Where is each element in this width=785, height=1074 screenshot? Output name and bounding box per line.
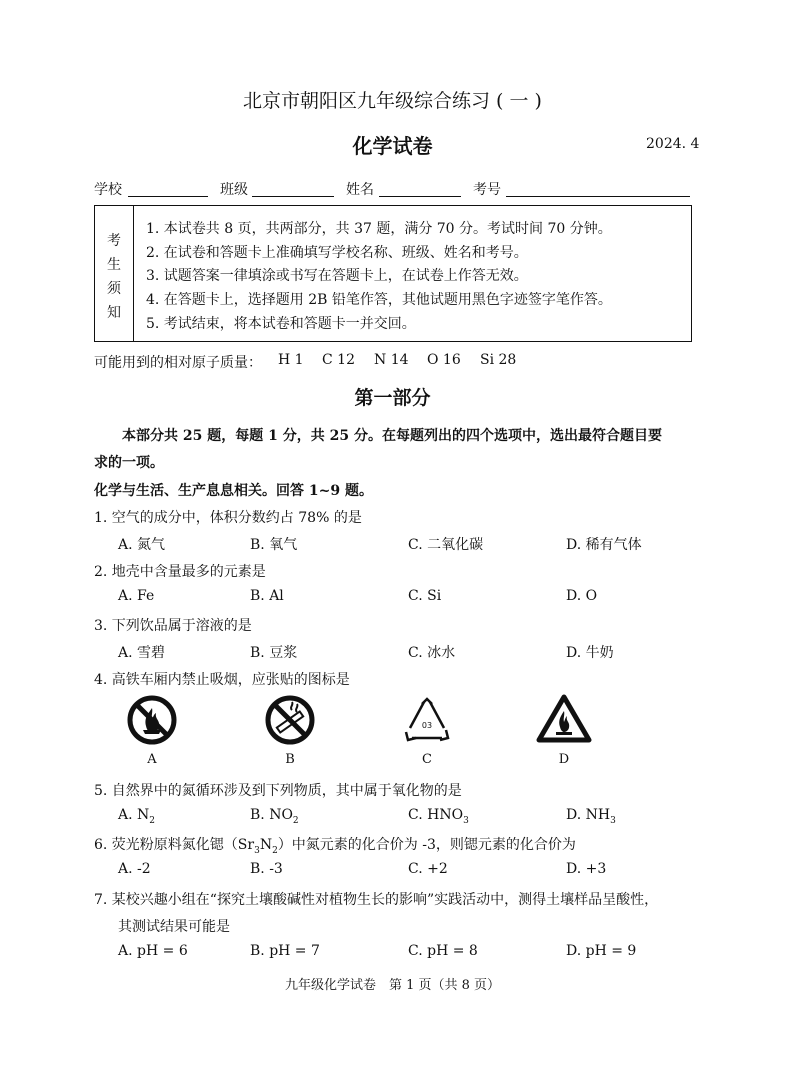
option-a[interactable]: A. 氮气 bbox=[118, 537, 166, 553]
exam-number-field[interactable] bbox=[506, 196, 690, 197]
question-stem: 5. 自然界中的氮循环涉及到下列物质，其中属于氧化物的是 bbox=[94, 783, 462, 799]
option-b[interactable]: B. 豆浆 bbox=[250, 645, 298, 661]
formula-subscript: 3 bbox=[254, 845, 260, 856]
stem-text: N bbox=[259, 837, 273, 853]
class-label: 班级 bbox=[220, 182, 248, 198]
formula-text: A. N bbox=[118, 807, 150, 823]
heading-char: 考 bbox=[107, 233, 121, 249]
section-heading: 第一部分 bbox=[354, 387, 431, 409]
section-intro-continued: 求的一项。 bbox=[94, 455, 164, 471]
atomic-mass-item: N 14 bbox=[374, 352, 409, 368]
exam-title: 北京市朝阳区九年级综合练习 ( 一 ) bbox=[243, 90, 542, 112]
sign-label-d: D bbox=[558, 752, 570, 767]
instructions-heading bbox=[95, 206, 134, 341]
option-a[interactable]: A. Fe bbox=[118, 588, 155, 604]
stem-text: ）中氮元素的化合价为 -3，则锶元素的化合价为 bbox=[277, 837, 576, 853]
instruction-line: 1. 本试卷共 8 页，共两部分，共 37 题，满分 70 分。考试时间 70 分钟。 bbox=[146, 221, 612, 237]
formula-subscript: 3 bbox=[463, 815, 469, 826]
formula-text: D. NH bbox=[566, 807, 611, 823]
formula-subscript: 2 bbox=[149, 815, 155, 826]
option-c[interactable]: C. 冰水 bbox=[408, 645, 456, 661]
option-b[interactable]: B. 氧气 bbox=[250, 537, 298, 553]
formula-text: B. NO bbox=[250, 807, 293, 823]
option-d[interactable] bbox=[566, 807, 616, 826]
option-d[interactable]: D. O bbox=[566, 588, 598, 604]
question-stem-continued: 其测试结果可能是 bbox=[118, 919, 230, 935]
question-stem: 2. 地壳中含量最多的元素是 bbox=[94, 564, 266, 580]
no-smoking-icon[interactable] bbox=[264, 694, 316, 746]
name-label: 姓名 bbox=[346, 182, 374, 198]
atomic-mass-item: Si 28 bbox=[480, 352, 517, 368]
instruction-line: 5. 考试结束，将本试卷和答题卡一并交回。 bbox=[146, 316, 416, 332]
sign-label-b: B bbox=[285, 752, 295, 767]
option-c[interactable] bbox=[408, 807, 469, 826]
flammable-warning-icon[interactable] bbox=[536, 693, 592, 745]
exam-date: 2024. 4 bbox=[646, 136, 700, 152]
formula-subscript: 2 bbox=[292, 815, 299, 826]
section-intro: 本部分共 25 题，每题 1 分，共 25 分。在每题列出的四个选项中，选出最符合题目要 bbox=[122, 428, 662, 444]
instruction-line: 4. 在答题卡上，选择题用 2B 铅笔作答，其他试题用黑色字迹签字笔作答。 bbox=[146, 292, 612, 308]
question-stem: 4. 高铁车厢内禁止吸烟，应张贴的图标是 bbox=[94, 672, 350, 688]
formula-subscript: 2 bbox=[272, 845, 278, 856]
instruction-line: 2. 在试卷和答题卡上准确填写学校名称、班级、姓名和考号。 bbox=[146, 245, 528, 261]
option-b[interactable]: B. pH = 7 bbox=[250, 943, 320, 959]
stem-text: 6. 荧光粉原料氮化锶（Sr bbox=[94, 837, 255, 853]
school-label: 学校 bbox=[94, 182, 122, 198]
atomic-mass-item: O 16 bbox=[427, 352, 461, 368]
option-c[interactable]: C. 二氧化碳 bbox=[408, 537, 484, 553]
question-stem bbox=[94, 834, 576, 856]
option-a[interactable] bbox=[118, 807, 155, 826]
option-b[interactable]: B. -3 bbox=[250, 861, 283, 877]
atomic-mass-item: H 1 bbox=[278, 352, 304, 368]
class-field[interactable] bbox=[252, 196, 334, 197]
exam-number-label: 考号 bbox=[473, 182, 501, 198]
heading-char: 生 bbox=[107, 257, 121, 273]
option-a[interactable]: A. pH = 6 bbox=[118, 943, 188, 959]
recycle-code: 03 bbox=[421, 721, 433, 730]
exam-subject: 化学试卷 bbox=[352, 134, 433, 158]
option-b[interactable] bbox=[250, 807, 299, 826]
option-c[interactable]: C. Si bbox=[408, 588, 442, 604]
atomic-mass-label: 可能用到的相对原子质量： bbox=[94, 355, 262, 371]
instruction-line: 3. 试题答案一律填涂或书写在答题卡上，在试卷上作答无效。 bbox=[146, 268, 528, 284]
option-c[interactable]: C. pH = 8 bbox=[408, 943, 478, 959]
formula-subscript: 3 bbox=[610, 815, 616, 826]
formula-text: C. HNO bbox=[408, 807, 464, 823]
name-field[interactable] bbox=[379, 196, 461, 197]
option-c[interactable]: C. +2 bbox=[408, 861, 448, 877]
option-d[interactable]: D. 牛奶 bbox=[566, 645, 614, 661]
question-stem: 7. 某校兴趣小组在“探究土壤酸碱性对植物生长的影响”实践活动中，测得土壤样品呈酸性， bbox=[94, 892, 659, 908]
school-field[interactable] bbox=[128, 196, 208, 197]
option-a[interactable]: A. 雪碧 bbox=[118, 645, 166, 661]
sign-label-a: A bbox=[147, 752, 157, 767]
page-footer: 九年级化学试卷 第 1 页（共 8 页） bbox=[284, 978, 501, 993]
option-b[interactable]: B. Al bbox=[250, 588, 284, 604]
question-stem: 3. 下列饮品属于溶液的是 bbox=[94, 618, 252, 634]
option-d[interactable]: D. pH = 9 bbox=[566, 943, 637, 959]
question-stem: 1. 空气的成分中，体积分数约占 78% 的是 bbox=[94, 510, 362, 526]
topic-line: 化学与生活、生产息息相关。回答 1~9 题。 bbox=[94, 483, 373, 499]
sign-label-c: C bbox=[422, 752, 432, 767]
atomic-mass-item: C 12 bbox=[322, 352, 355, 368]
heading-char: 须 bbox=[107, 281, 121, 297]
heading-char: 知 bbox=[107, 305, 121, 321]
no-fire-icon[interactable] bbox=[126, 694, 178, 746]
option-d[interactable]: D. 稀有气体 bbox=[566, 537, 642, 553]
option-d[interactable]: D. +3 bbox=[566, 861, 607, 877]
recycle-icon[interactable] bbox=[402, 696, 452, 744]
option-a[interactable]: A. -2 bbox=[118, 861, 151, 877]
